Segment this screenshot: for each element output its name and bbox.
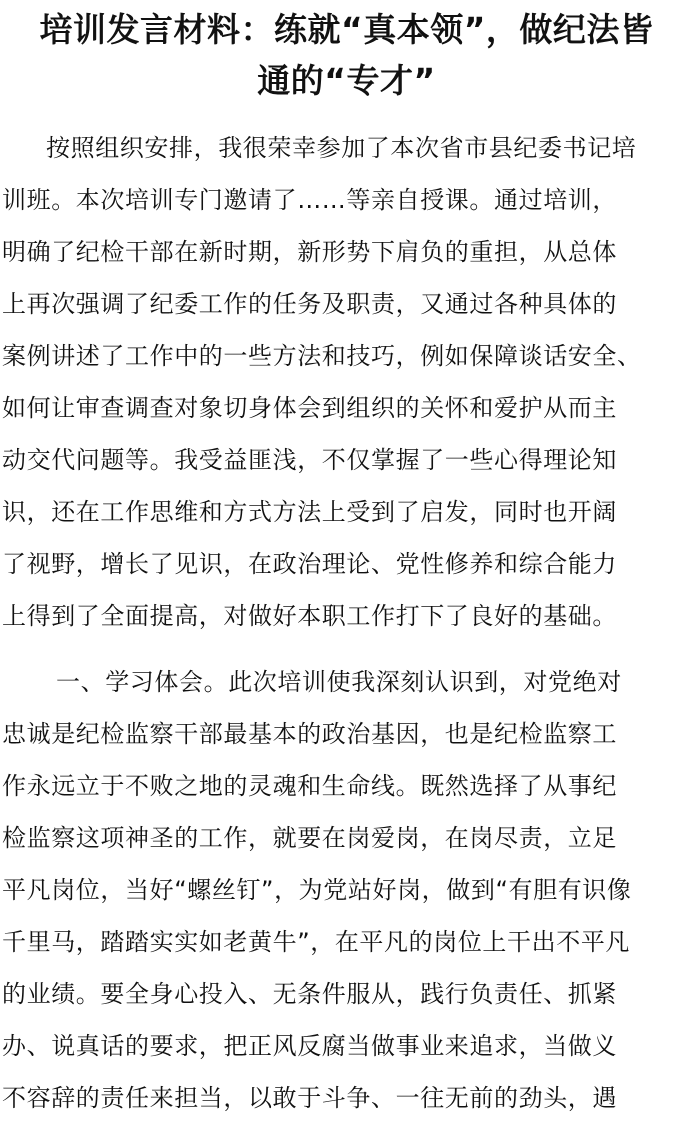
text-line: 如何让审查调查对象切身体会到组织的关怀和爱护从而主 <box>2 394 617 422</box>
text-line: 上再次强调了纪委工作的任务及职责，又通过各种具体的 <box>2 290 617 318</box>
document-title <box>0 0 693 106</box>
text-line: 办、说真话的要求，把正风反腐当做事业来追求，当做义 <box>2 1032 617 1060</box>
text-line: 明确了纪检干部在新时期，新形势下肩负的重担，从总体 <box>2 238 617 266</box>
text-line: 千里马，踏踏实实如老黄牛”，在平凡的岗位上干出不平凡 <box>2 928 631 956</box>
paragraph-intro <box>0 122 693 642</box>
text-line: 上得到了全面提高，对做好本职工作打下了良好的基础。 <box>2 602 617 630</box>
text-line: 作永远立于不败之地的灵魂和生命线。既然选择了从事纪 <box>2 772 617 800</box>
title-line-1: 培训发言材料：练就“真本领”，做纪法皆 <box>39 10 654 49</box>
text-line: 训班。本次培训专门邀请了……等亲自授课。通过培训， <box>2 186 617 214</box>
text-line: 了视野，增长了见识，在政治理论、党性修养和综合能力 <box>2 550 617 578</box>
text-line: 一、学习体会。此次培训使我深刻认识到，对党绝对 <box>56 668 622 696</box>
text-line: 检监察这项神圣的工作，就要在岗爱岗，在岗尽责，立足 <box>2 824 617 852</box>
text-line: 忠诚是纪检监察干部最基本的政治基因，也是纪检监察工 <box>2 720 617 748</box>
text-line: 按照组织安排，我很荣幸参加了本次省市县纪委书记培 <box>46 134 637 162</box>
text-line: 案例讲述了工作中的一些方法和技巧，例如保障谈话安全、 <box>2 342 642 370</box>
paragraph-study-experience <box>0 656 693 1124</box>
text-line: 不容辞的责任来担当，以敢于斗争、一往无前的劲头，遇 <box>2 1084 617 1112</box>
text-line: 的业绩。要全身心投入、无条件服从，践行负责任、抓紧 <box>2 980 617 1008</box>
text-line: 动交代问题等。我受益匪浅，不仅掌握了一些心得理论知 <box>2 446 617 474</box>
text-line: 识，还在工作思维和方式方法上受到了启发，同时也开阔 <box>2 498 617 526</box>
text-line: 平凡岗位，当好“螺丝钉”，为党站好岗，做到“有胆有识像 <box>2 876 632 904</box>
title-line-2: 通的“专才” <box>257 61 436 100</box>
